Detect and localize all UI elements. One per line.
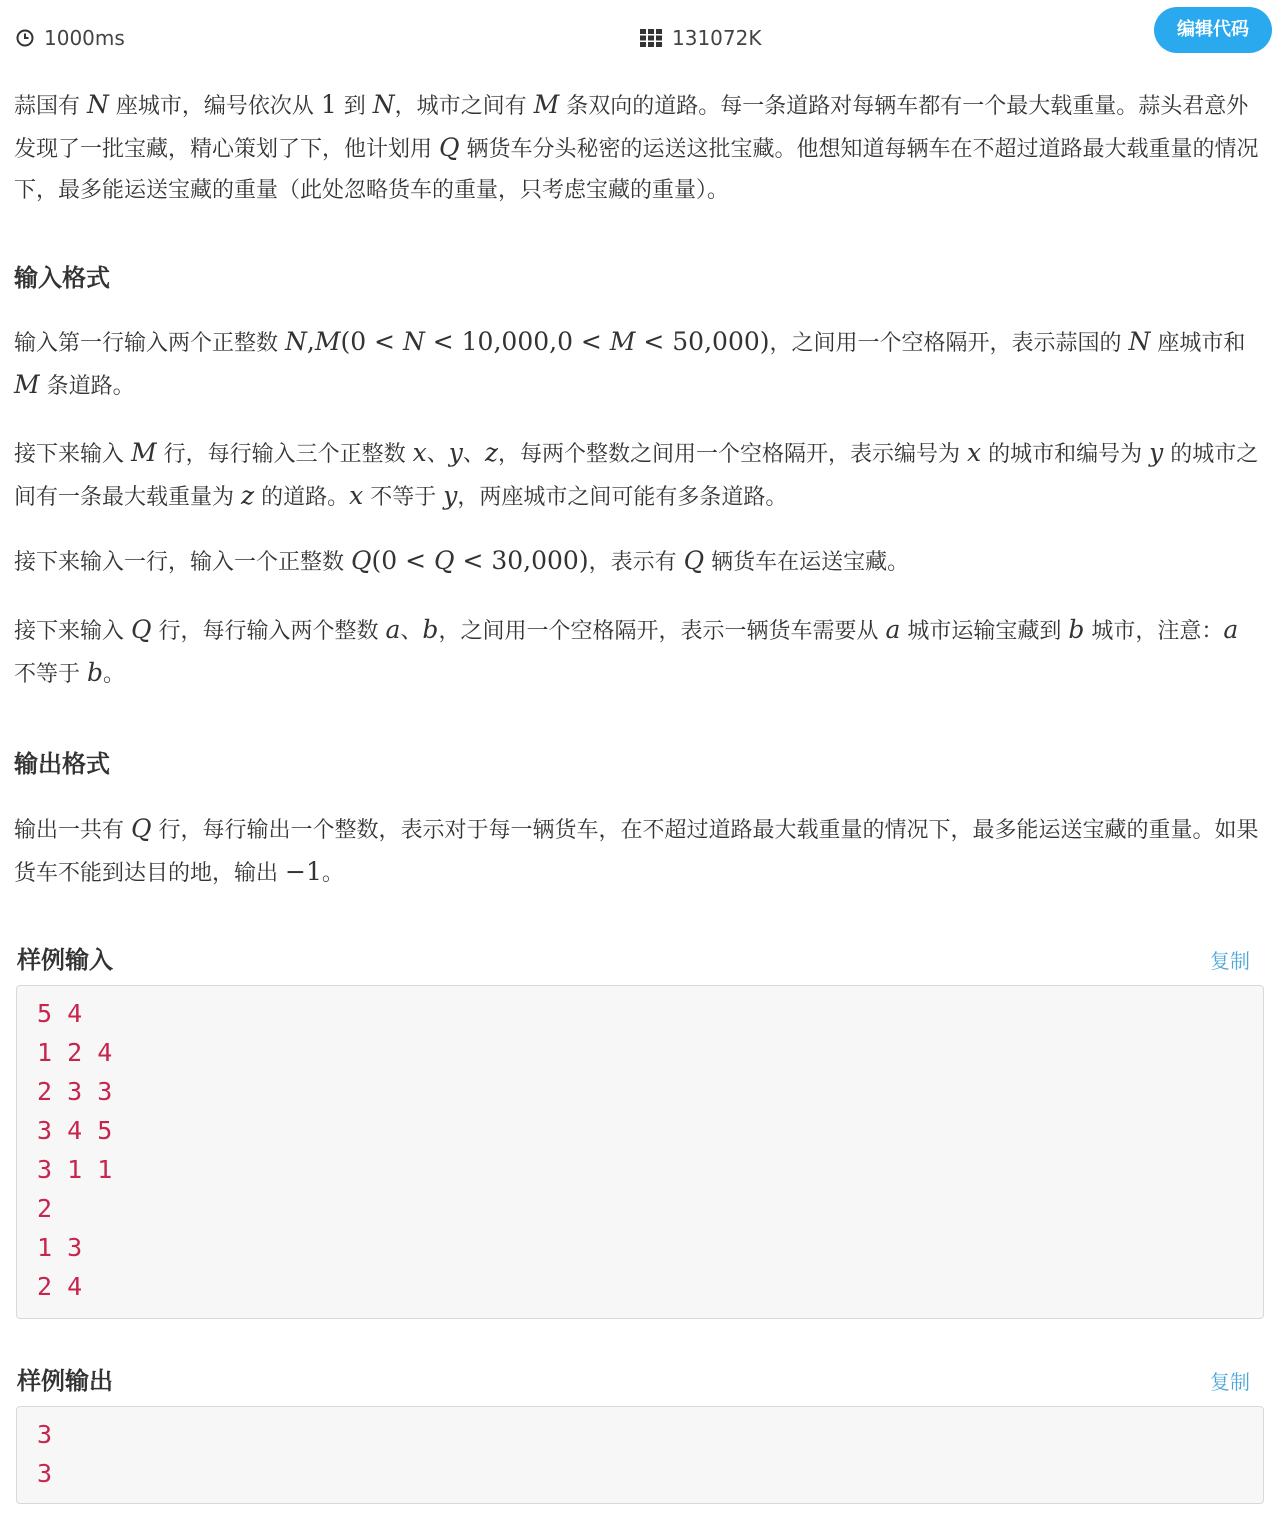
memory-grid-icon bbox=[640, 29, 662, 47]
time-limit-value: 1000ms bbox=[44, 26, 125, 50]
output-format-paragraph: 输出一共有 Q 行，每行输出一个整数，表示对于每一辆货车，在不超过道路最大载重量的情况下，最多能运送宝藏的重量。如果货车不能到达目的地，输出 −1。 bbox=[14, 814, 1259, 886]
sample-output-title: 样例输出 bbox=[17, 1367, 113, 1395]
sample-input-title: 样例输入 bbox=[17, 946, 113, 974]
input-format-heading: 输入格式 bbox=[14, 264, 110, 292]
memory-limit-value: 131072K bbox=[672, 26, 762, 50]
edit-code-button[interactable]: 编辑代码 bbox=[1154, 7, 1272, 53]
input-format-paragraph-3: 接下来输入一行，输入一个正整数 Q(0 < Q < 30,000)，表示有 Q 辆货车在运送宝藏。 bbox=[14, 546, 910, 575]
copy-sample-input-button[interactable]: 复制 bbox=[1210, 949, 1250, 973]
memory-limit bbox=[640, 26, 761, 50]
copy-sample-output-button[interactable]: 复制 bbox=[1210, 1370, 1250, 1394]
problem-header bbox=[0, 0, 1280, 80]
input-format-paragraph-1: 输入第一行输入两个正整数 N,M(0 < N < 10,000,0 < M < 50,000)，之间用一个空格隔开，表示蒜国的 N 座城市和 M 条道路。 bbox=[14, 327, 1246, 399]
output-format-heading: 输出格式 bbox=[14, 750, 110, 778]
sample-input-code: 5 4 1 2 4 2 3 3 3 4 5 3 1 1 2 1 3 2 4 bbox=[16, 985, 1264, 1319]
input-format-paragraph-2: 接下来输入 M 行，每行输入三个正整数 x、y、z，每两个整数之间用一个空格隔开，表示编号为 x 的城市和编号为 y 的城市之间有一条最大载重量为 z 的道路。x 不等于 y，两座城市之间可能有多条道路。 bbox=[14, 438, 1259, 510]
time-limit bbox=[16, 26, 125, 50]
input-format-paragraph-4: 接下来输入 Q 行，每行输入两个整数 a、b，之间用一个空格隔开，表示一辆货车需要从 a 城市运输宝藏到 b 城市，注意：a 不等于 b。 bbox=[14, 615, 1239, 687]
clock-icon bbox=[16, 29, 34, 47]
problem-description: 蒜国有 N 座城市，编号依次从 1 到 N，城市之间有 M 条双向的道路。每一条道路对每辆车都有一个最大载重量。蒜头君意外发现了一批宝藏，精心策划了下，他计划用 Q 辆货车分头秘密的运送这批宝藏。他想知道每辆车在不超过道路最大载重量的情况下，最多能运送宝藏的重量（此处忽略货车的重量，只考虑宝藏的重量）。 bbox=[14, 90, 1259, 203]
sample-output-code: 3 3 bbox=[16, 1406, 1264, 1504]
